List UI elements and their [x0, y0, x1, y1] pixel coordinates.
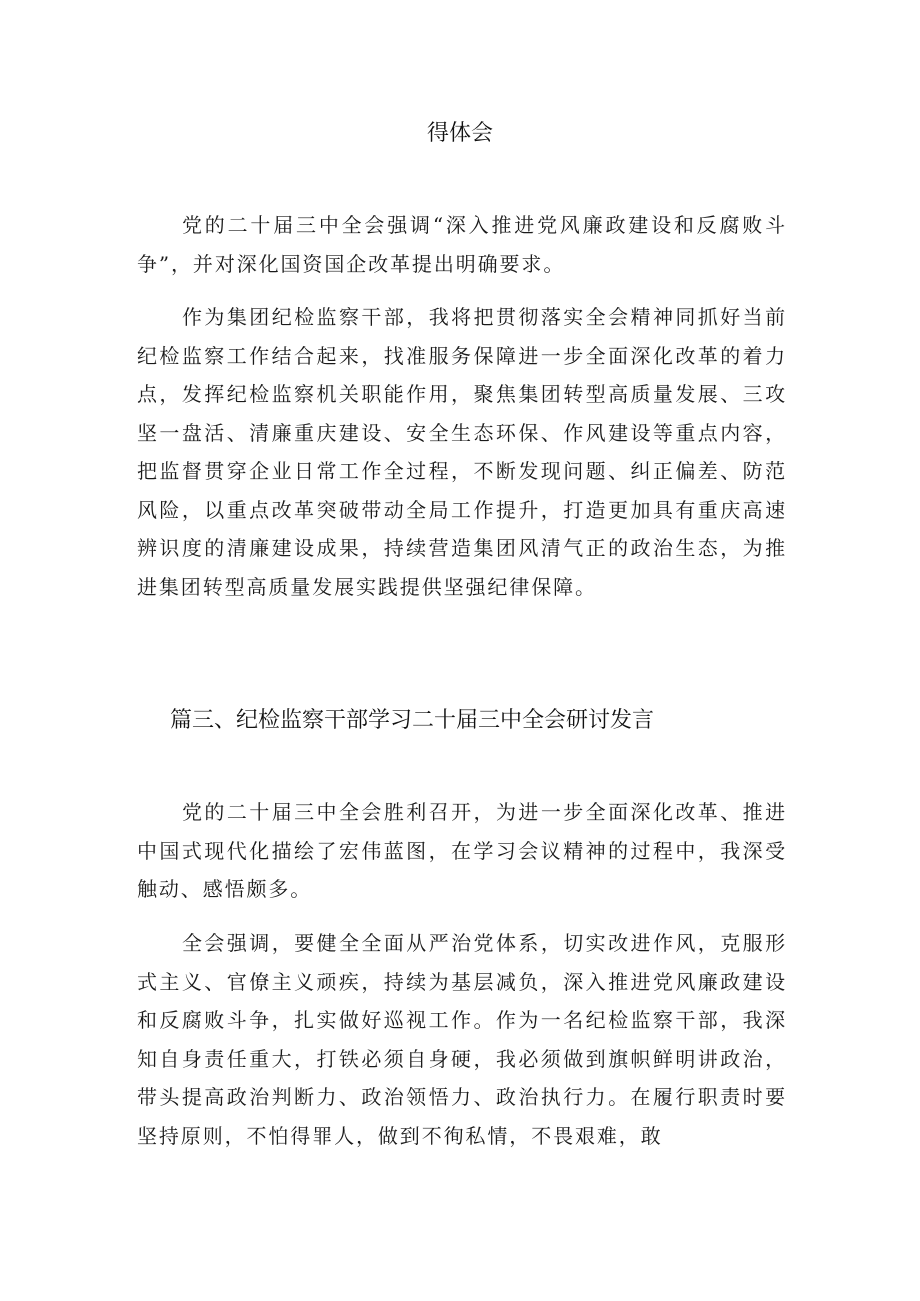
paragraph-4: 全会强调，要健全全面从严治党体系，切实改进作风，克服形式主义、官僚主义顽疾，持续为基层减负，深入推进党风廉政建设和反腐败斗争，扎实做好巡视工作。作为一名纪检监察干部，我深知自身责任重大，打铁必须自身硬，我必须做到旗帜鲜明讲政治，带头提高政治判断力、政治领悟力、政治执行力。在履行职责时要坚持原则，不怕得罪人，做到不徇私情，不畏艰难，敢: [137, 931, 787, 1148]
paragraph-2: 作为集团纪检监察干部，我将把贯彻落实全会精神同抓好当前纪检监察工作结合起来，找准服务保障进一步全面深化改革的着力点，发挥纪检监察机关职能作用，聚焦集团转型高质量发展、三攻坚一盘活、清廉重庆建设、安全生态环保、作风建设等重点内容，把监督贯穿企业日常工作全过程，不断发现问题、纠正偏差、防范风险，以重点改革突破带动全局工作提升，打造更加具有重庆高速辨识度的清廉建设成果，持续营造集团风清气正的政治生态，为推进集团转型高质量发展实践提供坚强纪律保障。: [137, 305, 787, 599]
paragraph-1: 党的二十届三中全会强调“深入推进党风廉政建设和反腐败斗争”，并对深化国资国企改革提出明确要求。: [137, 213, 787, 276]
heading-top: 得体会: [426, 121, 493, 146]
section-title: 篇三、纪检监察干部学习二十届三中全会研讨发言: [170, 708, 655, 733]
paragraph-3: 党的二十届三中全会胜利召开，为进一步全面深化改革、推进中国式现代化描绘了宏伟蓝图，在学习会议精神的过程中，我深受触动、感悟颇多。: [137, 800, 787, 901]
